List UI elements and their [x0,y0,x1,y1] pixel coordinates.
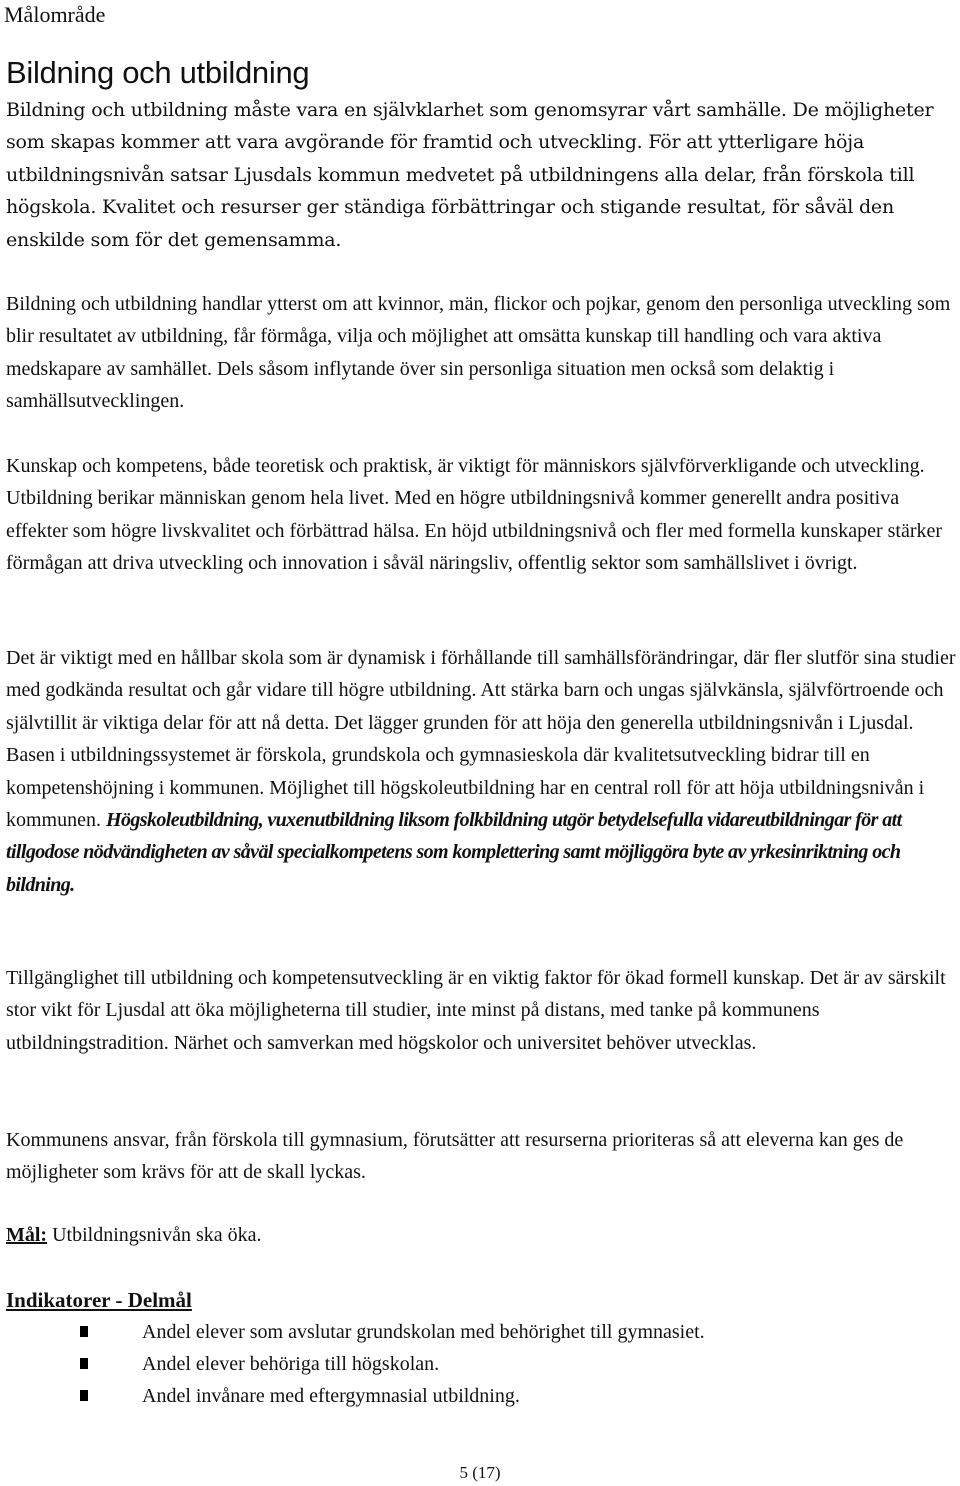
square-bullet-icon [80,1390,88,1401]
paragraph-intro: Bildning och utbildning måste vara en självklarhet som genomsyrar vårt samhälle. De möjligheter som skapas kommer att vara avgörande för framtid och utveckling. För att ytterligare höja utbildningsnivån satsar Ljusdals kommun medvetet på utbildningens alla delar, från förskola till högskola. Kvalitet och resurser ger ständiga förbättringar och stigande resultat, för såväl den enskilde som för det gemensamma. [6,99,934,251]
indicators-heading: Indikatorer - Delmål [6,1288,192,1312]
paragraph-hallbar-skola-text: Det är viktigt med en hållbar skola som är dynamisk i förhållande till samhällsförändringar, där fler slutför sina studier med godkända resultat och går vidare till högre utbildning. Att stärka barn och ungas självkänsla, självförtroende och självtillit är viktiga delar för att nå detta. Det lägger grunden för att höja den generella utbildningsnivån i Ljusdal. Basen i utbildningssystemet är förskola, grundskola och gymnasieskola där kvalitetsutveckling bidrar till en kompetenshöjning i kommunen. Möjlighet till högskoleutbildning har en central roll för att höja utbildningsnivån i kommunen. [6,647,956,832]
page-title: Bildning och utbildning [6,55,310,90]
paragraph-kommunens-ansvar: Kommunens ansvar, från förskola till gymnasium, förutsätter att resurserna prioriteras så att eleverna kan ges de möjligheter som krävs för att de skall lyckas. [6,1129,904,1184]
list-item [0,1348,960,1380]
paragraph-tillganglighet: Tillgänglighet till utbildning och kompetensutveckling är en viktig faktor för ökad formell kunskap. Det är av särskilt stor vikt för Ljusdal att öka möjligheterna till studier, inte minst på distans, med tanke på kommunens utbildningstradition. Närhet och samverkan med högskolor och universitet behöver utvecklas. [6,967,946,1054]
paragraph-emphasis: Högskoleutbildning, vuxenutbildning liksom folkbildning utgör betydelsefulla vidareutbildningar för att tillgodose nödvändigheten av såväl specialkompetens som komplettering samt möjliggöra byte av yrkesinriktning och bildning. [6,809,902,896]
indicator-list [0,1316,960,1412]
goal-text: Utbildningsnivån ska öka. [47,1224,262,1246]
indicator-text: Andel elever behöriga till högskolan. [142,1353,440,1375]
square-bullet-icon [80,1358,88,1369]
list-item [0,1380,960,1412]
section-label: Målområde [4,2,106,27]
paragraph-hallbar-skola [6,642,956,901]
square-bullet-icon [80,1326,88,1337]
goal-label: Mål: [6,1224,48,1246]
list-item [0,1316,960,1348]
page-number: 5 (17) [459,1463,501,1482]
goal-statement [6,1219,262,1251]
paragraph-bildning: Bildning och utbildning handlar ytterst om att kvinnor, män, flickor och pojkar, genom den personliga utveckling som blir resultatet av utbildning, får förmåga, vilja och möjlighet att omsätta kunskap till handling och vara aktiva medskapare av samhället. Dels såsom inflytande över sin personliga situation men också som delaktig i samhällsutvecklingen. [6,293,951,413]
indicator-text: Andel elever som avslutar grundskolan med behörighet till gymnasiet. [142,1321,705,1343]
indicator-text: Andel invånare med eftergymnasial utbildning. [142,1385,520,1407]
paragraph-kunskap: Kunskap och kompetens, både teoretisk och praktisk, är viktigt för människors självförverkligande och utveckling. Utbildning berikar människan genom hela livet. Med en högre utbildningsnivå kommer generellt andra positiva effekter som högre livskvalitet och förbättrad hälsa. En höjd utbildningsnivå och fler med formella kunskaper stärker förmågan att driva utveckling och innovation i såväl näringsliv, offentlig sektor som samhällslivet i övrigt. [6,455,943,575]
